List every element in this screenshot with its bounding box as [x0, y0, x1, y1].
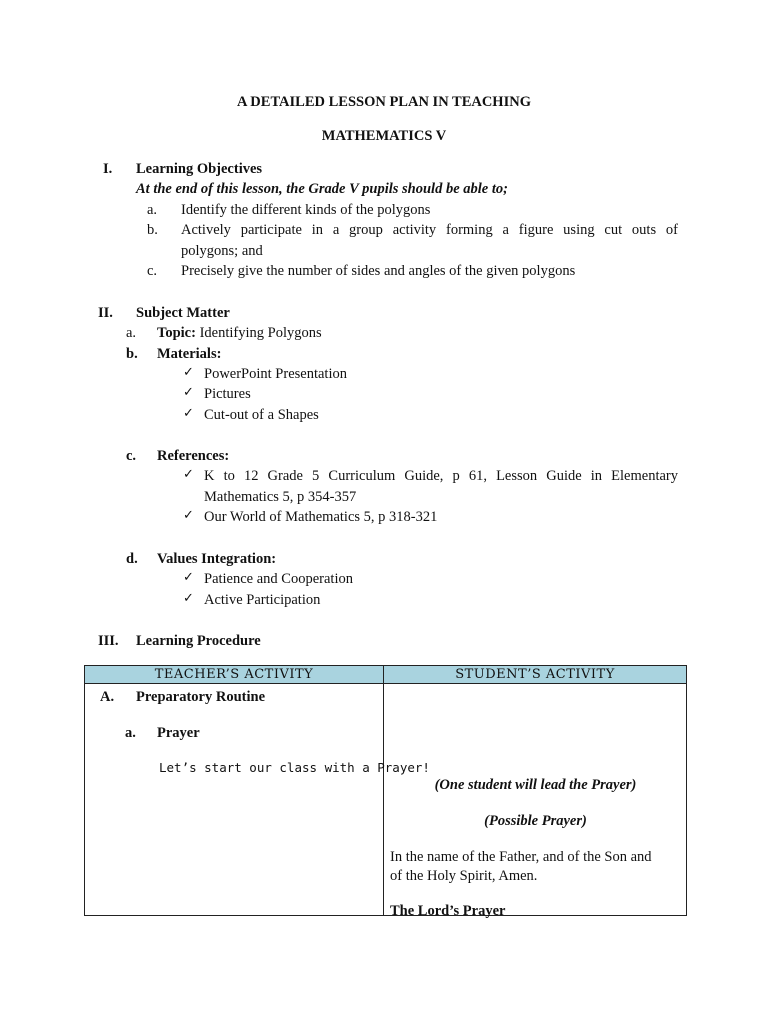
checkmark-icon: ✓	[183, 570, 194, 585]
section-heading-subject-matter: Subject Matter	[136, 305, 230, 321]
activity-table	[84, 665, 687, 919]
section-numeral-2: II.	[98, 305, 113, 321]
section-numeral-1: I.	[103, 161, 113, 177]
prayer-title: Prayer	[157, 725, 200, 741]
topic-label: Topic:	[157, 325, 196, 341]
student-activity-cell	[384, 684, 687, 919]
reference-item-1-line2: Mathematics 5, p 354-357	[204, 489, 357, 505]
checkmark-icon: ✓	[183, 385, 194, 400]
lords-prayer-heading: The Lord’s Prayer	[390, 903, 506, 919]
objectives-intro: At the end of this lesson, the Grade V pupils should be able to;	[136, 181, 508, 197]
teacher-activity-header: TEACHER’S ACTIVITY	[85, 666, 384, 684]
checkmark-icon: ✓	[183, 365, 194, 380]
checkmark-icon: ✓	[183, 467, 194, 482]
material-item-1: PowerPoint Presentation	[204, 366, 347, 382]
routine-letter: A.	[100, 689, 115, 705]
values-label: Values Integration:	[157, 551, 277, 567]
checkmark-icon: ✓	[183, 406, 194, 421]
topic-line	[157, 326, 322, 341]
student-lead-note: (One student will lead the Prayer)	[434, 777, 637, 793]
section-numeral-3: III.	[98, 633, 119, 649]
reference-item-2: Our World of Mathematics 5, p 318-321	[204, 509, 438, 525]
prayer-text-line1: In the name of the Father, and of the Son and	[390, 849, 652, 865]
value-item-1: Patience and Cooperation	[204, 571, 353, 587]
objective-text-b-line2: polygons; and	[181, 243, 263, 259]
teacher-prayer-line: Let’s start our class with a Prayer!	[159, 760, 430, 775]
objective-letter-c: c.	[147, 263, 158, 279]
subject-letter-b: b.	[126, 346, 138, 362]
objective-text-c: Precisely give the number of sides and angles of the given polygons	[181, 263, 576, 279]
material-item-3: Cut-out of a Shapes	[204, 407, 319, 423]
objective-text-b-line1: Actively participate in a group activity forming a figure using cut outs of	[181, 222, 678, 238]
topic-value: Identifying Polygons	[195, 325, 322, 341]
teacher-activity-cell	[85, 684, 430, 916]
value-item-2: Active Participation	[204, 592, 321, 608]
material-item-2: Pictures	[204, 386, 251, 402]
objective-letter-a: a.	[147, 202, 158, 218]
references-label: References:	[157, 448, 230, 464]
subject-letter-a: a.	[126, 325, 137, 341]
reference-item-1-line1: K to 12 Grade 5 Curriculum Guide, p 61, Lesson Guide in Elementary	[204, 468, 678, 484]
objective-text-a: Identify the different kinds of the polygons	[181, 202, 431, 218]
prayer-text-line2: of the Holy Spirit, Amen.	[390, 868, 538, 884]
document-title-line1: A DETAILED LESSON PLAN IN TEACHING	[237, 94, 531, 110]
objective-letter-b: b.	[147, 222, 158, 238]
section-heading-procedure: Learning Procedure	[136, 633, 261, 649]
materials-label: Materials:	[157, 346, 222, 362]
routine-title: Preparatory Routine	[136, 689, 265, 705]
subject-letter-d: d.	[126, 551, 138, 567]
possible-prayer-note: (Possible Prayer)	[484, 813, 587, 829]
section-heading-objectives: Learning Objectives	[136, 161, 263, 177]
checkmark-icon: ✓	[183, 591, 194, 606]
student-activity-header: STUDENT’S ACTIVITY	[384, 666, 687, 684]
document-title-line2: MATHEMATICS V	[321, 128, 447, 144]
checkmark-icon: ✓	[183, 508, 194, 523]
prayer-letter: a.	[125, 725, 136, 741]
subject-letter-c: c.	[126, 448, 137, 464]
